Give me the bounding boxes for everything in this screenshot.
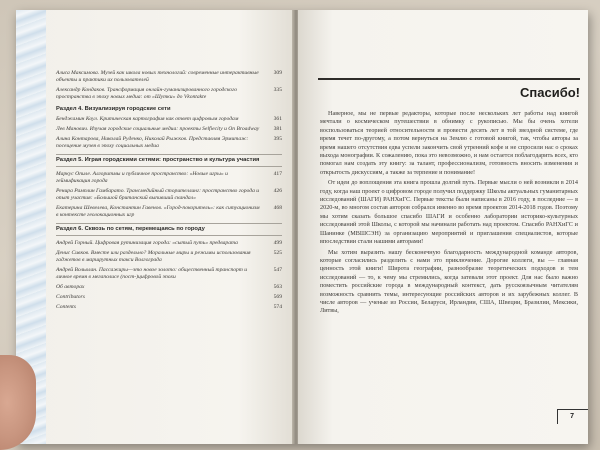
toc-entry-title: Денис Сивков. Вместе или раздельно? Моральные миры и режимы использования гаджетов в маршрутных такси Волгограда bbox=[56, 250, 251, 263]
page-title: Спасибо! bbox=[520, 84, 580, 100]
toc-entry-page: 417 bbox=[273, 171, 282, 177]
toc-entry-page: 335 bbox=[273, 87, 282, 93]
toc-entry-title: Ренира Рамплин Гамбарато. Трансмедийный сторителлинг: пространство города и опыт участия: «Большой британский выпивший скандал» bbox=[56, 188, 260, 201]
toc-entry bbox=[56, 116, 282, 123]
toc-entry bbox=[56, 267, 282, 281]
toc-entry bbox=[56, 171, 282, 185]
toc-entry-title: Маркус Опиле. Алгоритмы и публичное пространство: «Новые игры» и геймификация города bbox=[56, 171, 228, 184]
open-book bbox=[16, 10, 588, 444]
toc-section-heading: Раздел 5. Играя городскими сетями: пространство и культура участия bbox=[56, 154, 282, 167]
toc-entry-page: 563 bbox=[273, 284, 282, 290]
toc-entry-page: 381 bbox=[273, 126, 282, 132]
toc-entry bbox=[56, 304, 282, 311]
paragraph: Наверное, мы не первые редакторы, которые после нескольких лет работы над книгой мечтали о космическом путешествии в обнимку с рукописью. Мы бы очень хотели воспользоваться теорией относительности и провести десять лет в той звездной системе, где время течет по-другому, а потом вернуться на Землю с готовой книгой, так, чтобы авторы за время нашего отсутствия едва успели закончить свой утренний кофе и не спросили нас о сроках выхода монографии. К сожалению, пока это невозможно, и нам остается поблагодарить всех, кто помогал нам создать эту книгу: за талант, профессионализм, готовность вносить изменения и открытость дискуссиям, а также за терпение и понимание! bbox=[320, 110, 578, 176]
toc-entry bbox=[56, 87, 282, 101]
toc-section-heading: Раздел 4. Визуализируя городские сети bbox=[56, 106, 171, 112]
left-page bbox=[16, 10, 294, 444]
paragraph: Мы хотим выразить нашу бесконечную благодарность международной команде авторов, которые согласились разделить с нами это приключение. Дорогие коллеги, вы — главная ценность этой книги! Широта географии, разнообразие теоретических подходов и тем исследований — то, к чему мы стремились, когда затевали этот проект. Для нас было важно поместить российские города в международный контекст, дать русскоязычным читателям возможность сравнить темы, интересующие российских авторов и их зарубежных коллег. В числе авторов — ученые из России, Беларуси, Ирландии, США, Швеции, Бразилии, Мексики, Литвы, bbox=[320, 248, 578, 315]
toc-entry-title: Об авторах bbox=[56, 284, 85, 290]
toc-entry bbox=[56, 294, 282, 301]
toc-entry-title: Лев Манович. Изучая городские социальные медиа: проекты Selfiecity и On Broadway bbox=[56, 126, 260, 132]
toc-entry bbox=[56, 205, 282, 219]
toc-entry bbox=[56, 126, 282, 133]
toc-section-heading: Раздел 6. Сквозь по сетям, перемещаясь по городу bbox=[56, 223, 282, 236]
toc-entry-title: Алиса Максимова. Музей как школа новых технологий: современные интерактивные объекты и практики их пользователей bbox=[56, 70, 259, 83]
paragraph: От идеи до воплощения эта книга прошла долгий путь. Первые мысли о ней возникли в 2014 году, когда наш проект о цифровом городе получил поддержку Школы актуальных гуманитарных исследований (ШАГИ) РАНХиГС. Первые тексты были написаны в 2016 году, в последние — в 2020-м, во многом состав авторов собрался именно во время проектов 2014-2018 годов. Поэтому мы хотим сказать большое спасибо ШАГИ и особенно лаборатории историко-культурных исследований этой Школы, с которой мы начинали работать над проектом. Спасибо РАНХиГС и Шанинке (МВШСЭН) за организацию мероприятий и приглашения специалистов, которые впоследствии стали нашими авторами! bbox=[320, 179, 578, 246]
toc-entry-title: Алина Контарова, Николай Руденко, Николай Рыжков. Представляя Эрмитаж: посещение музея в эпоху социальных медиа bbox=[56, 136, 249, 149]
toc-entry-title: Contributors bbox=[56, 294, 85, 300]
right-page bbox=[298, 10, 588, 444]
body-text bbox=[320, 110, 578, 318]
title-bar bbox=[318, 78, 580, 104]
toc-entry-page: 569 bbox=[273, 294, 282, 300]
toc-entry-title: Андрей Вольвлан. Пассажиры—это новое золото: общественный транспорт и личное время в мегаполисе (пост-)цифровой эпохи bbox=[56, 267, 247, 280]
toc-entry-page: 525 bbox=[273, 250, 282, 256]
toc-entry bbox=[56, 188, 282, 202]
toc-entry-title: Екатерина Шевелева, Константин Гавенов. «Город-покоритель»: как ситуационизм в контексте геолокационных игр bbox=[56, 205, 260, 218]
toc-entry-page: 574 bbox=[273, 304, 282, 310]
toc-entry-page: 309 bbox=[273, 70, 282, 76]
toc-entry-page: 426 bbox=[273, 188, 282, 194]
toc-entry-page: 499 bbox=[273, 240, 282, 246]
toc-entry-title: Бенджамин Коул. Критическая картография как ответ цифровым городам bbox=[56, 116, 239, 122]
toc-entry-title: Contents bbox=[56, 304, 76, 310]
table-of-contents bbox=[56, 70, 282, 314]
toc-entry bbox=[56, 136, 282, 150]
toc-entry bbox=[56, 240, 282, 247]
toc-entry-page: 547 bbox=[273, 267, 282, 273]
toc-entry bbox=[56, 250, 282, 264]
toc-entry bbox=[56, 70, 282, 84]
toc-entry-page: 361 bbox=[273, 116, 282, 122]
toc-entry bbox=[56, 284, 282, 291]
toc-entry-page: 468 bbox=[273, 205, 282, 211]
toc-entry-title: Андрей Горный. Цифровая рутинизация города: «сытый путь» предварата bbox=[56, 240, 238, 246]
toc-entry-title: Александр Кондаков. Трансформация онлайн-гуманизированного городского пространства в эпоху новых медиа: от «Шутки» до Vkontakte bbox=[56, 87, 238, 100]
toc-entry-page: 395 bbox=[273, 136, 282, 142]
page-number: 7 bbox=[570, 413, 574, 420]
